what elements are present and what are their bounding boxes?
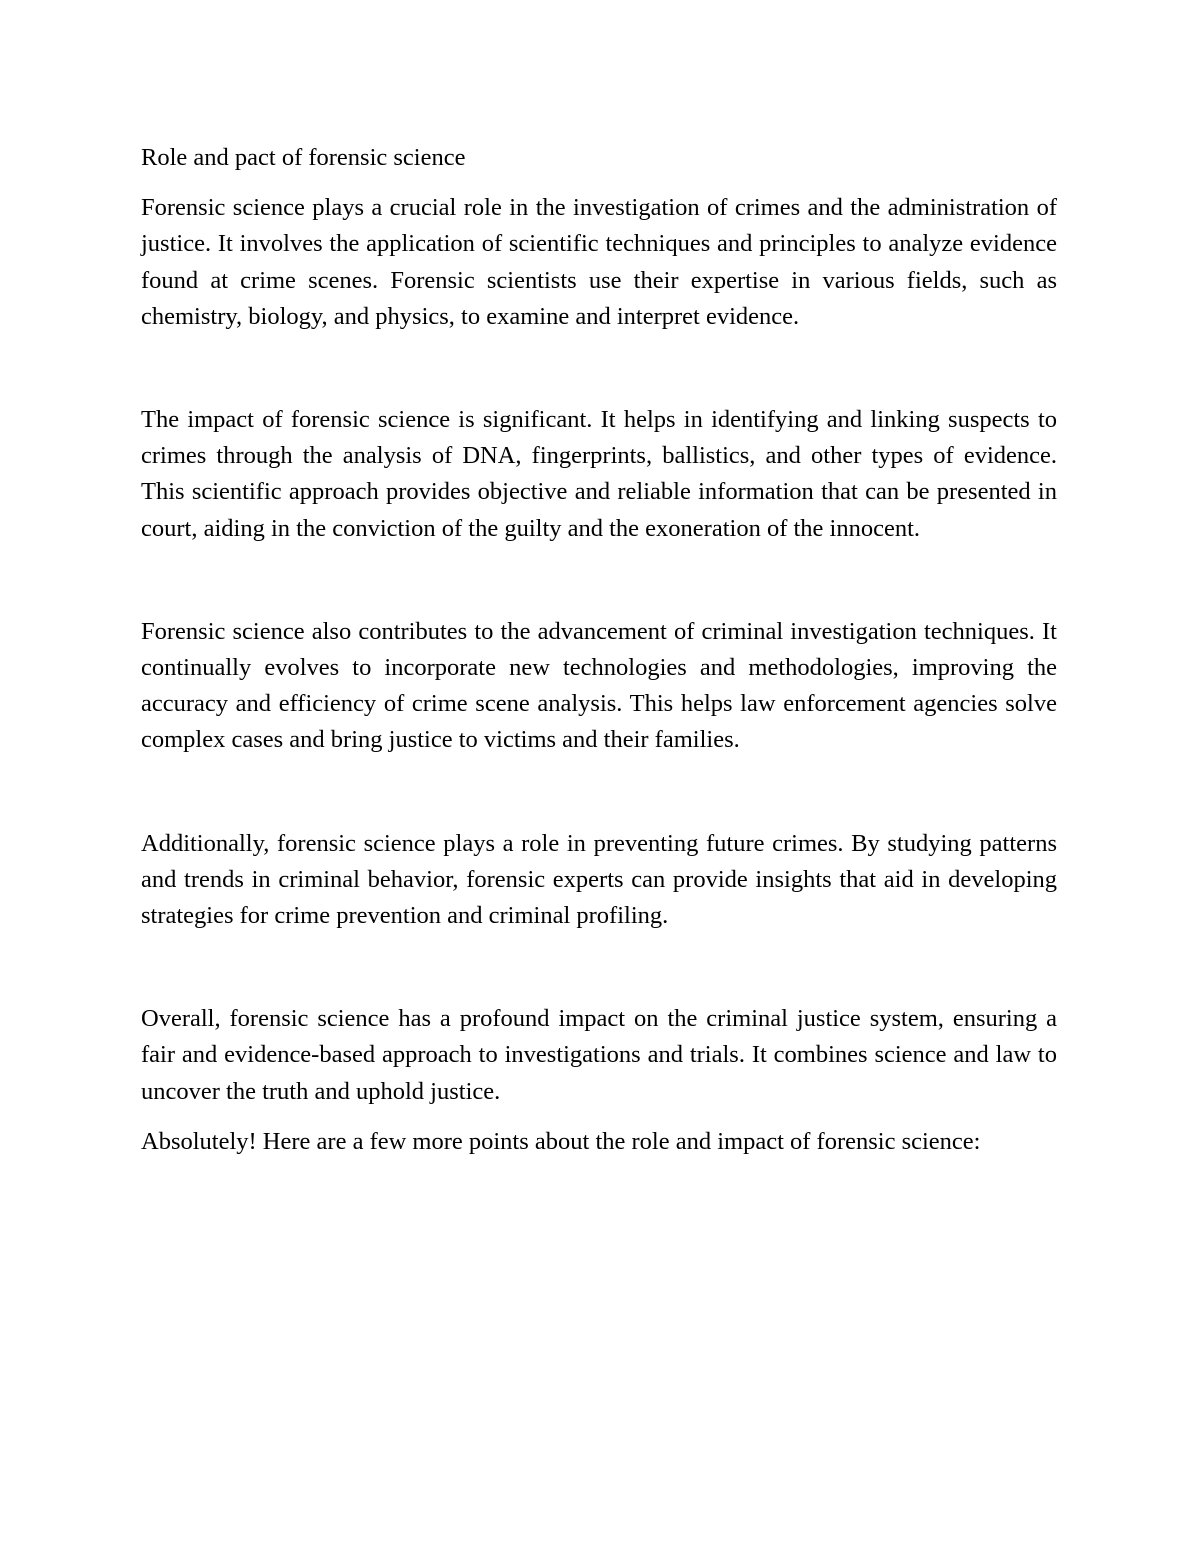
paragraph-prevention: Additionally, forensic science plays a role in preventing future crimes. By studying patterns and trends in criminal behavior, forensic experts can provide insights that aid in developing strategies for crime prevention and criminal profiling. — [141, 829, 1057, 930]
paragraph-role: Forensic science plays a crucial role in the investigation of crimes and the administration of justice. It involves the application of scientific techniques and principles to analyze evidence found at crime scenes. Forensic scientists use their expertise in various fields, such as chemistry, biology, and physics, to examine and interpret evidence. — [141, 194, 1057, 330]
paragraph-overall: Overall, forensic science has a profound impact on the criminal justice system, ensuring a fair and evidence-based approach to investigations and trials. It combines science and law to uncover the truth and uphold justice. — [141, 1005, 1057, 1105]
document-title: Role and pact of forensic science — [141, 144, 466, 171]
paragraph-advancement: Forensic science also contributes to the advancement of criminal investigation techniques. It continually evolves to incorporate new technologies and methodologies, improving the accuracy and efficiency of crime scene analysis. This helps law enforcement agencies solve complex cases and bring justice to victims and their families. — [141, 617, 1057, 754]
paragraph-impact: The impact of forensic science is significant. It helps in identifying and linking suspects to crimes through the analysis of DNA, fingerprints, ballistics, and other types of evidence. This scientific approach provides objective and reliable information that can be presented in court, aiding in the conviction of the guilty and the exoneration of the innocent. — [141, 406, 1057, 542]
paragraph-more-points: Absolutely! Here are a few more points about the role and impact of forensic science: — [141, 1127, 981, 1155]
document-page — [141, 140, 1057, 1160]
